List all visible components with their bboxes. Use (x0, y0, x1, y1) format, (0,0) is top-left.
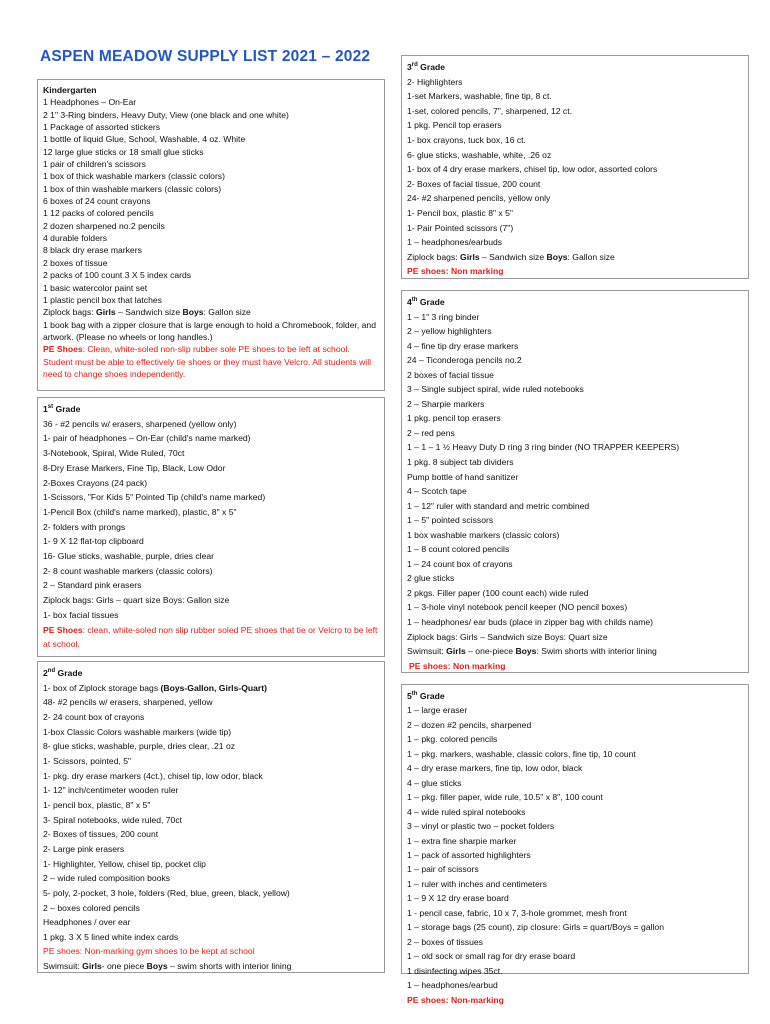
list-item: 1- Pencil box, plastic 8" x 5" (407, 207, 513, 218)
list-item: 2 pkgs. Filler paper (100 count each) wide ruled (407, 587, 589, 598)
list-item: 6- glue sticks, washable, white, .26 oz (407, 149, 552, 160)
grade1-section (37, 397, 385, 657)
list-item: 2 – Sharpie markers (407, 398, 485, 409)
list-item: 2- 24 count box of crayons (43, 711, 145, 722)
list-item: 2 – dozen #2 pencils, sharpened (407, 719, 532, 730)
list-item: 4 durable folders (43, 233, 108, 244)
list-item: 4 – fine tip dry erase markers (407, 340, 519, 351)
list-item: 1- 9 X 12 flat-top clipboard (43, 536, 144, 547)
list-item: 2- Boxes of facial tissue, 200 count (407, 178, 541, 189)
list-item: 1 – 24 count box of crayons (407, 558, 513, 569)
swimsuit-line: Swimsuit: Girls – one-piece Boys: Swim shorts with interior lining (407, 646, 657, 657)
list-item: 1 pkg. 8 subject tab dividers (407, 457, 514, 468)
list-item: 1 - pencil case, fabric, 10 x 7, 3-hole grommet, mesh front (407, 907, 627, 918)
ziplock-line: Ziplock bags: Girls – Sandwich size Boys: Gallon size (43, 307, 251, 318)
list-item: 1 – pkg. markers, washable, classic colors, fine tip, 10 count (407, 748, 636, 759)
pe-shoes-note: PE Shoes: clean, white-soled non slip rubber soled PE shoes that tie or Velcro to be left at school. (43, 624, 378, 650)
list-item: 1 box of thin washable markers (classic colors) (43, 183, 222, 194)
list-item: 1- Highlighter, Yellow, chisel tip, pocket clip (43, 858, 206, 869)
list-item: 1-box Classic Colors washable markers (wide tip) (43, 726, 232, 737)
list-item: 1 – 1 – 1 ½ Heavy Duty D ring 3 ring binder (NO TRAPPER KEEPERS) (407, 442, 680, 453)
list-item: 2- Highlighters (407, 76, 463, 87)
list-item: 1 – 3-hole vinyl notebook pencil keeper (NO pencil boxes) (407, 602, 628, 613)
list-item: 1-set, colored pencils, 7", sharpened, 12 ct. (407, 105, 572, 116)
list-item: 2 glue sticks (407, 573, 455, 584)
list-item: 1 – pack of assorted highlighters (407, 849, 531, 860)
list-item: Pump bottle of hand sanitizer (407, 471, 519, 482)
list-item: 1 Headphones – On-Ear (43, 97, 137, 108)
list-item: 1- box facial tissues (43, 609, 119, 620)
list-item: 2 – boxes of tissues (407, 936, 483, 947)
list-item: 3 – vinyl or plastic two – pocket folders (407, 821, 555, 832)
list-item: 1 pkg. pencil top erasers (407, 413, 501, 424)
list-item: 8- glue sticks, washable, purple, dries clear, .21 oz (43, 741, 236, 752)
list-item: 1- box of Ziplock storage bags (Boys-Gallon, Girls-Quart) (43, 682, 267, 693)
list-item: 2 boxes of tissue (43, 257, 108, 268)
list-item: 2 packs of 100 count 3 X 5 index cards (43, 270, 192, 281)
ziplock-line: Ziplock bags: Girls – Sandwich size Boys: Gallon size (407, 251, 615, 262)
list-item: 24 – Ticonderoga pencils no.2 (407, 355, 522, 366)
list-item: 2- Large pink erasers (43, 843, 125, 854)
list-item: 2 – red pens (407, 427, 455, 438)
list-item: 1- Pair Pointed scissors (7") (407, 222, 514, 233)
list-item: 2 dozen sharpened no.2 pencils (43, 220, 165, 231)
list-item: 1 – headphones/earbud (407, 980, 498, 991)
pe-shoes-note: PE Shoes: Clean, white-soled non-slip rubber sole PE shoes to be left at school. Student must be able to effectively tie shoes or they must have Velcro. All students will need to change shoes independently. (43, 344, 372, 379)
list-item: 16- Glue sticks, washable, purple, dries clear (43, 551, 214, 562)
list-item: 1 – ruler with inches and centimeters (407, 878, 547, 889)
list-item: 1 bottle of liquid Glue, School, Washable, 4 oz. White (43, 134, 246, 145)
list-item: 1 – pkg. filler paper, wide rule, 10.5" x 8", 100 count (407, 792, 603, 803)
section-heading: 5th Grade (407, 691, 445, 701)
list-item: 3 – Single subject spiral, wide ruled notebooks (407, 384, 584, 395)
list-item: 1 – storage bags (25 count), zip closure: Girls = quart/Boys = gallon (407, 922, 664, 933)
list-item: 2 – boxes colored pencils (43, 902, 140, 913)
section-heading: 1st Grade (43, 404, 81, 414)
kindergarten-section (37, 79, 385, 391)
list-item: 1 – 8 count colored pencils (407, 544, 510, 555)
bookbag-line: 1 book bag with a zipper closure that is large enough to hold a Chromebook, folder, and artwork. (Please no wheels or long handles.) (43, 319, 376, 342)
section-heading: 3rd Grade (407, 62, 446, 72)
list-item: 1 – pair of scissors (407, 864, 479, 875)
list-item: 5- poly, 2-pocket, 3 hole, folders (Red, blue, green, black, yellow) (43, 887, 290, 898)
list-item: 1 plastic pencil box that latches (43, 294, 162, 305)
grade5-section (401, 684, 749, 1005)
list-item: 4 – Scotch tape (407, 486, 467, 497)
list-item: 1 pkg. Pencil top erasers (407, 120, 502, 131)
pe-shoes-note: PE shoes: Non marking (407, 266, 504, 277)
grade3-section (401, 55, 749, 279)
list-item: 2- 8 count washable markers (classic colors) (43, 565, 213, 576)
list-item: 3- Spiral notebooks, wide ruled, 70ct (43, 814, 183, 825)
grade4-section (401, 290, 749, 673)
list-item: 8-Dry Erase Markers, Fine Tip, Black, Low Odor (43, 462, 226, 473)
pe-shoes-note: PE shoes: Non-marking (407, 994, 504, 1005)
list-item: 1 box of thick washable markers (classic colors) (43, 171, 225, 182)
list-item: 1-Pencil Box (child's name marked), plastic, 8" x 5" (43, 506, 237, 517)
list-item: 1-set Markers, washable, fine tip, 8 ct. (407, 91, 552, 102)
list-item: 2 – Standard pink erasers (43, 580, 142, 591)
list-item: 1 pair of children's scissors (43, 159, 146, 170)
list-item: 2 – yellow highlighters (407, 326, 492, 337)
list-item: 1 – extra fine sharpie marker (407, 835, 517, 846)
section-heading: 4th Grade (407, 297, 445, 307)
list-item: Headphones / over ear (43, 917, 131, 928)
list-item: 2 boxes of facial tissue (407, 369, 494, 380)
list-item: 1 – headphones/earbuds (407, 237, 503, 248)
list-item: 1 – 1" 3 ring binder (407, 311, 480, 322)
list-item: 4 – glue sticks (407, 777, 462, 788)
list-item: 1- pkg. dry erase markers (4ct.), chisel tip, low odor, black (43, 770, 263, 781)
swimsuit-line: Swimsuit: Girls- one piece Boys – swim shorts with interior lining (43, 961, 292, 972)
list-item: 1 Package of assorted stickers (43, 122, 161, 133)
list-item: 1- pair of headphones – On-Ear (child's name marked) (43, 433, 251, 444)
list-item: 1- pencil box, plastic, 8" x 5" (43, 799, 151, 810)
list-item: Ziplock bags: Girls – quart size Boys: Gallon size (43, 595, 230, 606)
list-item: 1 – 9 X 12 dry erase board (407, 893, 509, 904)
list-item: Ziplock bags: Girls – Sandwich size Boys: Quart size (407, 631, 608, 642)
section-heading: Kindergarten (43, 85, 97, 95)
list-item: 36 - #2 pencils w/ erasers, sharpened (yellow only) (43, 418, 237, 429)
list-item: 12 large glue sticks or 18 small glue sticks (43, 146, 204, 157)
page-title: ASPEN MEADOW SUPPLY LIST 2021 – 2022 (40, 48, 371, 65)
list-item: 1-Scissors, "For Kids 5" Pointed Tip (child's name marked) (43, 492, 266, 503)
list-item: 2 – wide ruled composition books (43, 873, 171, 884)
list-item: 1- 12" inch/centimeter wooden ruler (43, 785, 179, 796)
list-item: 1 12 packs of colored pencils (43, 208, 154, 219)
pe-shoes-note: PE shoes: Non marking (409, 660, 506, 671)
list-item: 24- #2 sharpened pencils, yellow only (407, 193, 551, 204)
list-item: 1 – pkg. colored pencils (407, 734, 498, 745)
list-item: 48- #2 pencils w/ erasers, sharpened, yellow (43, 697, 213, 708)
list-item: 4 – wide ruled spiral notebooks (407, 806, 526, 817)
list-item: 1 basic watercolor paint set (43, 282, 148, 293)
list-item: 1- box of 4 dry erase markers, chisel tip, low odor, assorted colors (407, 164, 658, 175)
list-item: 8 black dry erase markers (43, 245, 142, 256)
list-item: 1 – 5" pointed scissors (407, 515, 494, 526)
list-item: 1- box crayons, tuck box, 16 ct. (407, 134, 526, 145)
section-heading: 2nd Grade (43, 668, 83, 678)
list-item: 1 – headphones/ ear buds (place in zipper bag with childs name) (407, 617, 654, 628)
list-item: 1 pkg. 3 X 5 lined white index cards (43, 931, 179, 942)
list-item: 4 – dry erase markers, fine tip, low odor, black (407, 763, 583, 774)
list-item: 2 1" 3-Ring binders, Heavy Duty, View (one black and one white) (43, 109, 289, 120)
list-item: 1- Scissors, pointed, 5" (43, 755, 132, 766)
list-item: 2-Boxes Crayons (24 pack) (43, 477, 148, 488)
list-item: 1 – large eraser (407, 705, 468, 716)
list-item: 1 disinfecting wipes 35ct. (407, 965, 503, 976)
list-item: 1 – old sock or small rag for dry erase board (407, 951, 576, 962)
pe-shoes-note: PE shoes: Non-marking gym shoes to be kept at school (43, 946, 255, 957)
list-item: 6 boxes of 24 count crayons (43, 196, 151, 207)
grade2-section (37, 661, 385, 973)
list-item: 2- Boxes of tissues, 200 count (43, 829, 159, 840)
list-item: 2- folders with prongs (43, 521, 126, 532)
list-item: 3-Notebook, Spiral, Wide Ruled, 70ct (43, 448, 185, 459)
list-item: 1 box washable markers (classic colors) (407, 529, 560, 540)
list-item: 1 – 12" ruler with standard and metric combined (407, 500, 590, 511)
